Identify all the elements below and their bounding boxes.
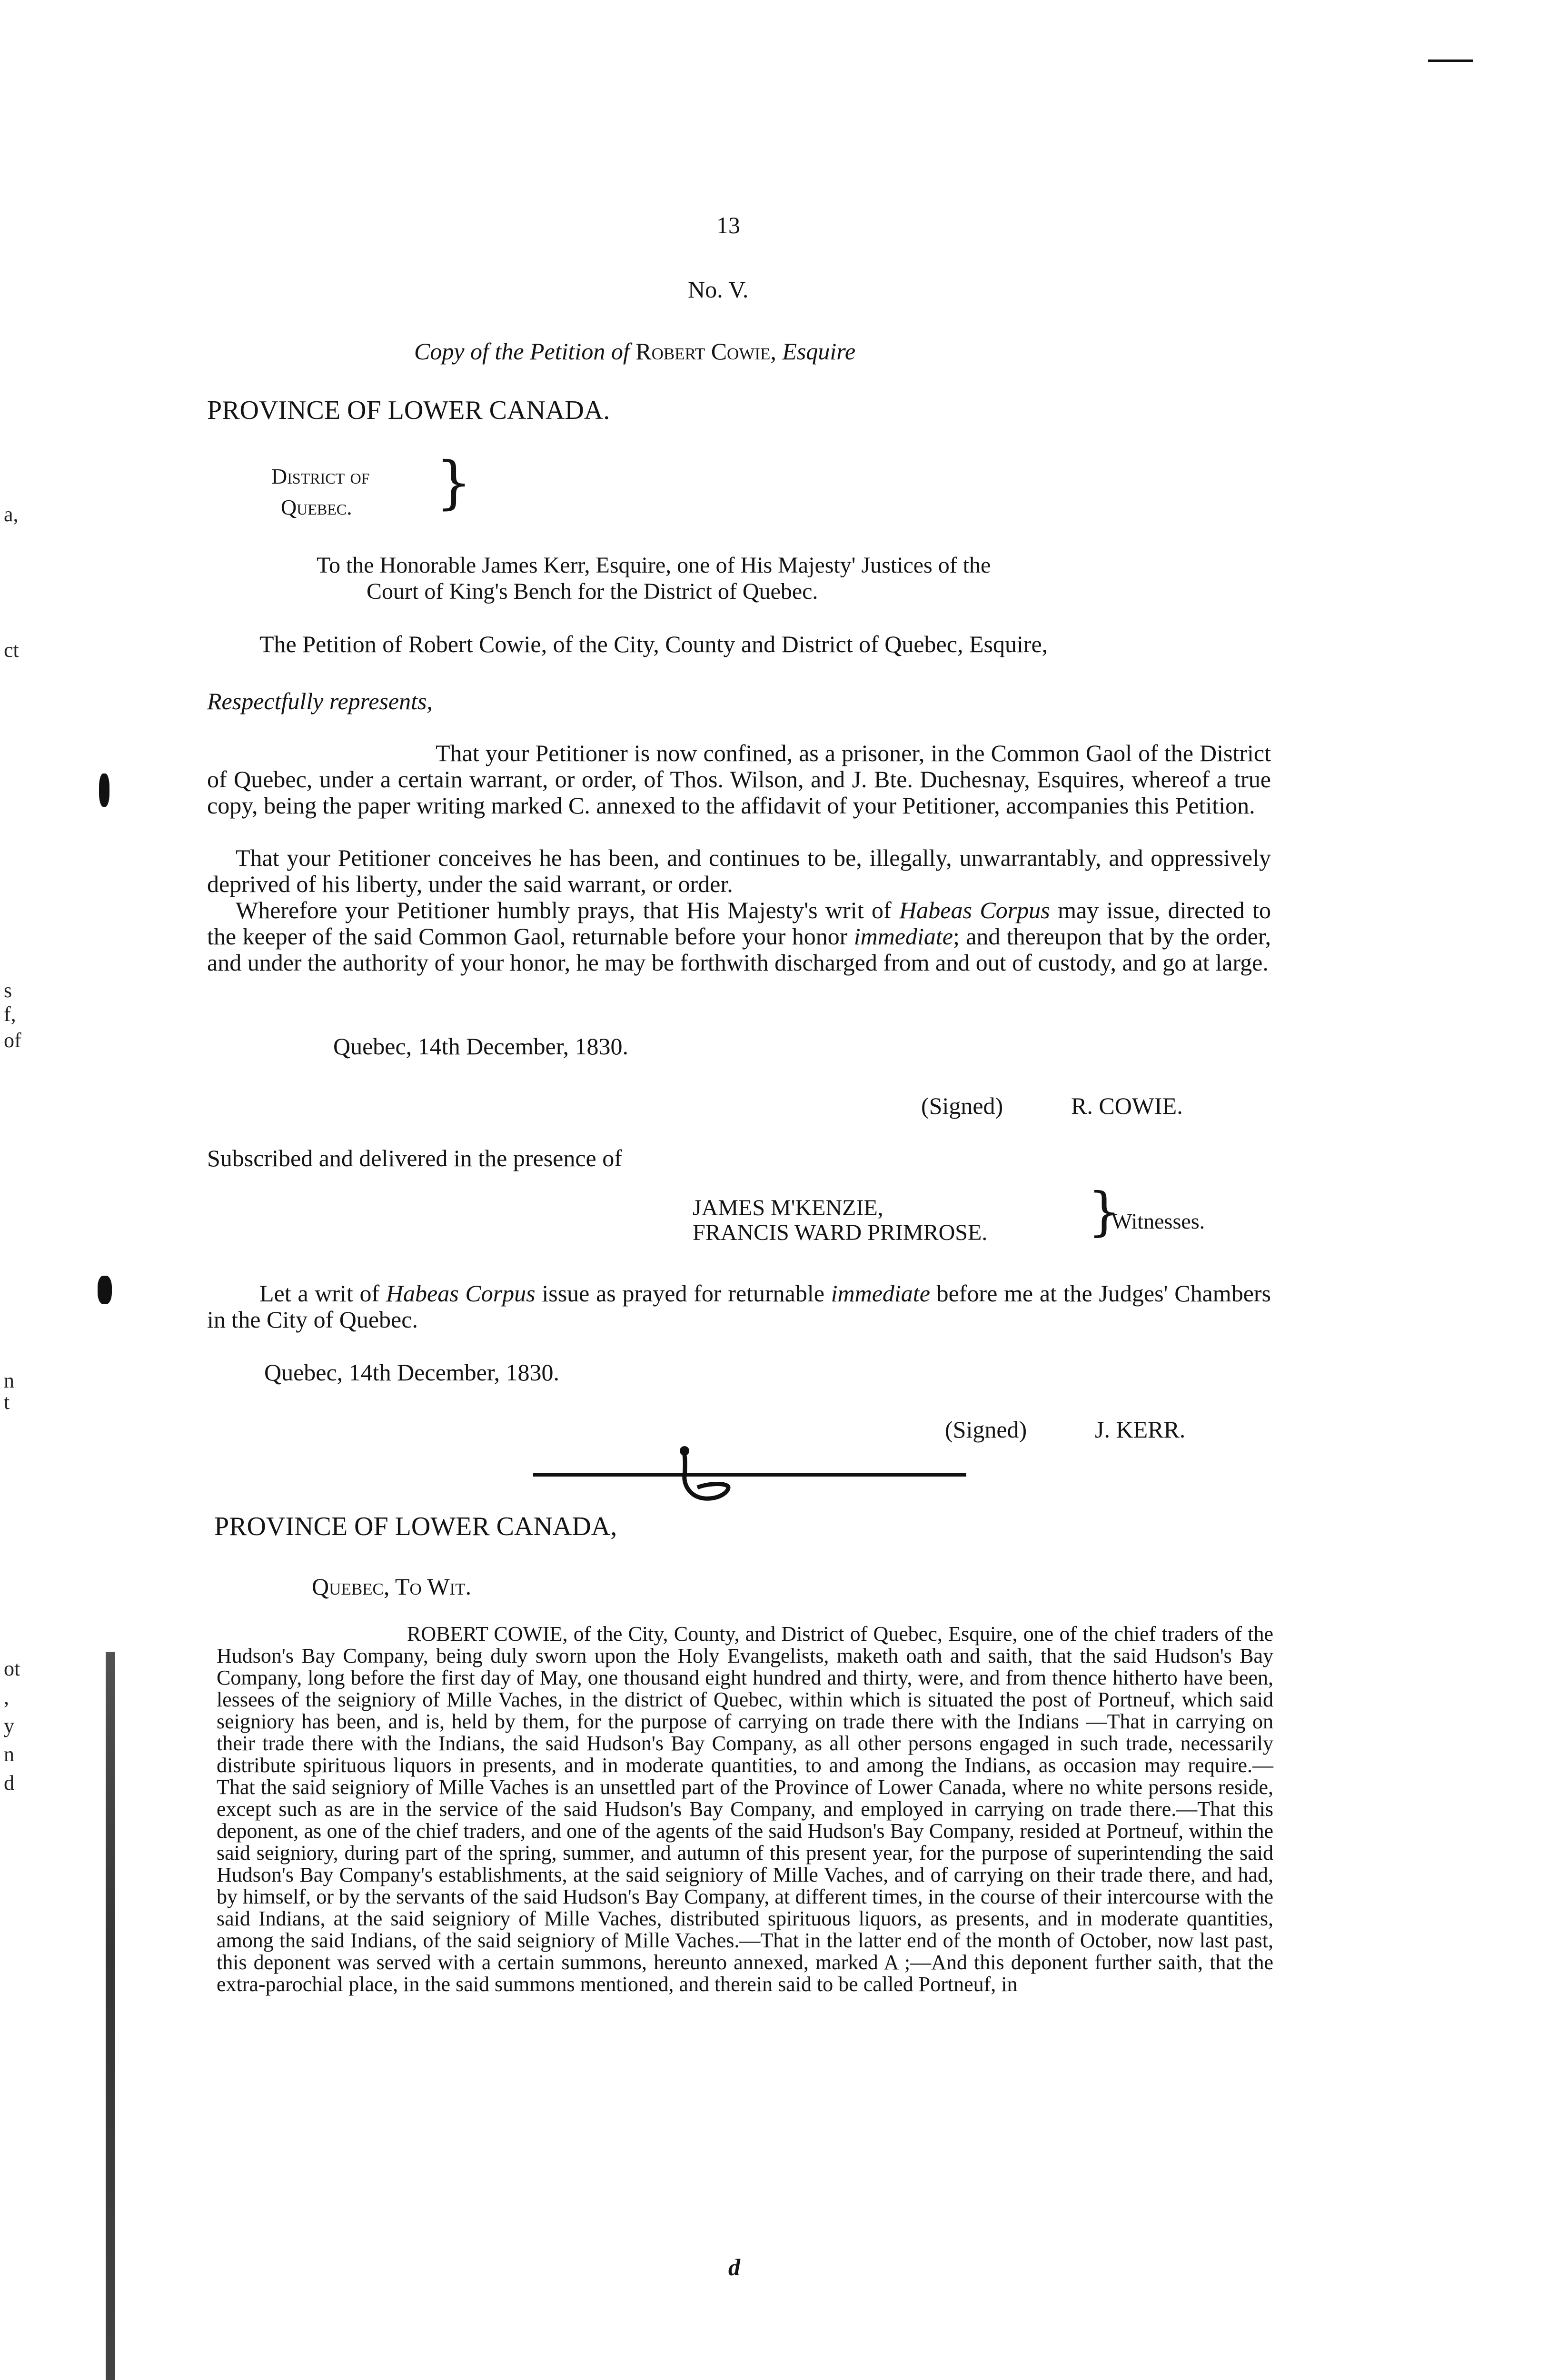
witness-brace: }: [1088, 1181, 1121, 1242]
immediate: immediate: [853, 923, 953, 950]
witnesses-label: Witnesses.: [1111, 1209, 1205, 1233]
margin-fragment: ,: [4, 1686, 9, 1709]
signature-mark: d: [728, 2254, 740, 2281]
witness-name: FRANCIS WARD PRIMROSE.: [693, 1220, 988, 1245]
signed-label: (Signed): [945, 1416, 1027, 1443]
copy-title-lead: Copy of the Petition of: [414, 338, 630, 365]
district-line-1: District of: [271, 464, 370, 488]
ink-blot: [99, 774, 109, 807]
margin-fragment: ot: [4, 1657, 20, 1680]
address-line-1: To the Honorable James Kerr, Esquire, one of His Majesty' Justices of the: [317, 553, 991, 578]
petition-intro: The Petition of Robert Cowie, of the City, County and District of Quebec, Esquire,: [259, 631, 1048, 657]
witness-name: JAMES M'KENZIE,: [693, 1195, 883, 1220]
habeas-corpus: Habeas Corpus: [899, 897, 1050, 923]
to-wit: Quebec, To Wit.: [312, 1573, 472, 1600]
margin-fragment: y: [4, 1714, 14, 1737]
province-heading: PROVINCE OF LOWER CANADA.: [207, 396, 610, 425]
district-line-2: Quebec.: [281, 495, 352, 519]
wherefore-paragraph: Wherefore your Petitioner humbly prays, that His Majesty's writ of Habeas Corpus may issue, directed to the keeper of the said Common Gaol, returnable before your honor immediate; and thereupon that by the order, and under the authority of your honor, he may be forthwith discharged from and out of custody, and go at large.: [207, 897, 1271, 976]
margin-fragment: s: [4, 979, 12, 1002]
margin-fragment: d: [4, 1771, 14, 1795]
ornamental-rule: [533, 1473, 966, 1477]
signed-label: (Signed): [921, 1092, 1003, 1119]
signatory-name: R. COWIE.: [1071, 1092, 1183, 1119]
margin-fragment: n: [4, 1369, 14, 1392]
copy-title-sep: ,: [770, 338, 776, 365]
petition-paragraph: That your Petitioner conceives he has been, and continues to be, illegally, unwarrantably, and oppressively deprived of his liberty, under the said warrant, or order.: [207, 844, 1271, 897]
margin-fragment: t: [4, 1390, 10, 1414]
margin-fragment: f,: [4, 1002, 16, 1026]
petition-paragraph: That your Petitioner is now confined, as a prisoner, in the Common Gaol of the District of Quebec, under a certain warrant, or order, of Thos. Wilson, and J. Bte. Duchesnay, Esquires, whereof a true copy, being the paper writing marked C. annexed to the affidavit of your Petitioner, accompanies this Petition.: [207, 740, 1271, 819]
ink-blot: [98, 1276, 112, 1304]
province-heading: PROVINCE OF LOWER CANADA,: [214, 1512, 617, 1541]
writ-paragraph: Let a writ of Habeas Corpus issue as prayed for returnable immediate before me at the Judges' Chambers in the City of Quebec.: [207, 1280, 1271, 1333]
date-line: Quebec, 14th December, 1830.: [264, 1359, 559, 1386]
binding-shadow: [106, 1652, 115, 2380]
immediate: immediate: [831, 1280, 930, 1307]
affidavit-paragraph: ROBERT COWIE, of the City, County, and District of Quebec, Esquire, one of the chief traders of the Hudson's Bay Company, being duly sworn upon the Holy Evangelists, maketh oath and saith, that the said Hudson's Bay Company, long before the first day of May, one thousand eight hundred and thirty, were, and from thence hitherto have been, lessees of the seigniory of Mille Vaches, in the district of Quebec, within which is situated the post of Portneuf, which said seigniory has been, and is, held by them, for the purpose of carrying on trade there with the Indians —That in carrying on their trade there with the Indians, the said Hudson's Bay Company, as all other persons engaged in such trade, necessarily distribute spirituous liquors in presents, and in moderate quantities, to and among the Indians, as occasion may require.—That the said seigniory of Mille Vaches is an unsettled part of the Province of Lower Canada, where no white persons reside, except such as are in the service of the said Hudson's Bay Company, and employed in carrying on trade there.—That this deponent, as one of the chief traders, and one of the agents of the said Hudson's Bay Company, resided at Portneuf, within the said seigniory, during part of the spring, summer, and autumn of this present year, for the purpose of superintending the said Hudson's Bay Company's establishments, at the said seigniory of Mille Vaches, and of carrying on their trade there, and had, by himself, or by the servants of the said Hudson's Bay Company, at different times, in the course of their intercourse with the said Indians, at the said seigniory of Mille Vaches, distributed spirituous liquors, as presents, and in moderate quantities, among the said Indians, of the said seigniory of Mille Vaches.—That in the latter end of the month of October, now last past, this deponent was served with a certain summons, hereunto annexed, marked A ;—And this deponent further saith, that the extra-parochial place, in the said summons mentioned, and therein said to be called Portneuf, in: [217, 1622, 1273, 1996]
respectfully-represents: Respectfully represents,: [207, 688, 433, 714]
margin-fragment: ct: [4, 638, 19, 662]
copy-title-name: Robert Cowie: [635, 338, 771, 365]
margin-fragment: of: [4, 1029, 21, 1052]
top-right-dash: [1428, 60, 1473, 62]
page-number: 13: [716, 212, 740, 238]
section-number: No. V.: [688, 276, 749, 303]
date-line: Quebec, 14th December, 1830.: [333, 1033, 628, 1060]
district-brace: }: [436, 450, 472, 516]
margin-fragment: a,: [4, 503, 19, 526]
copy-title: [414, 338, 855, 366]
subscribed-line: Subscribed and delivered in the presence of: [207, 1145, 622, 1171]
habeas-corpus: Habeas Corpus: [386, 1280, 536, 1307]
copy-title-tail: Esquire: [782, 338, 856, 365]
signatory-name: J. KERR.: [1095, 1416, 1186, 1443]
address-line-2: Court of King's Bench for the District of Quebec.: [367, 579, 818, 604]
margin-fragment: n: [4, 1743, 14, 1766]
ornament-icon: [657, 1442, 738, 1509]
